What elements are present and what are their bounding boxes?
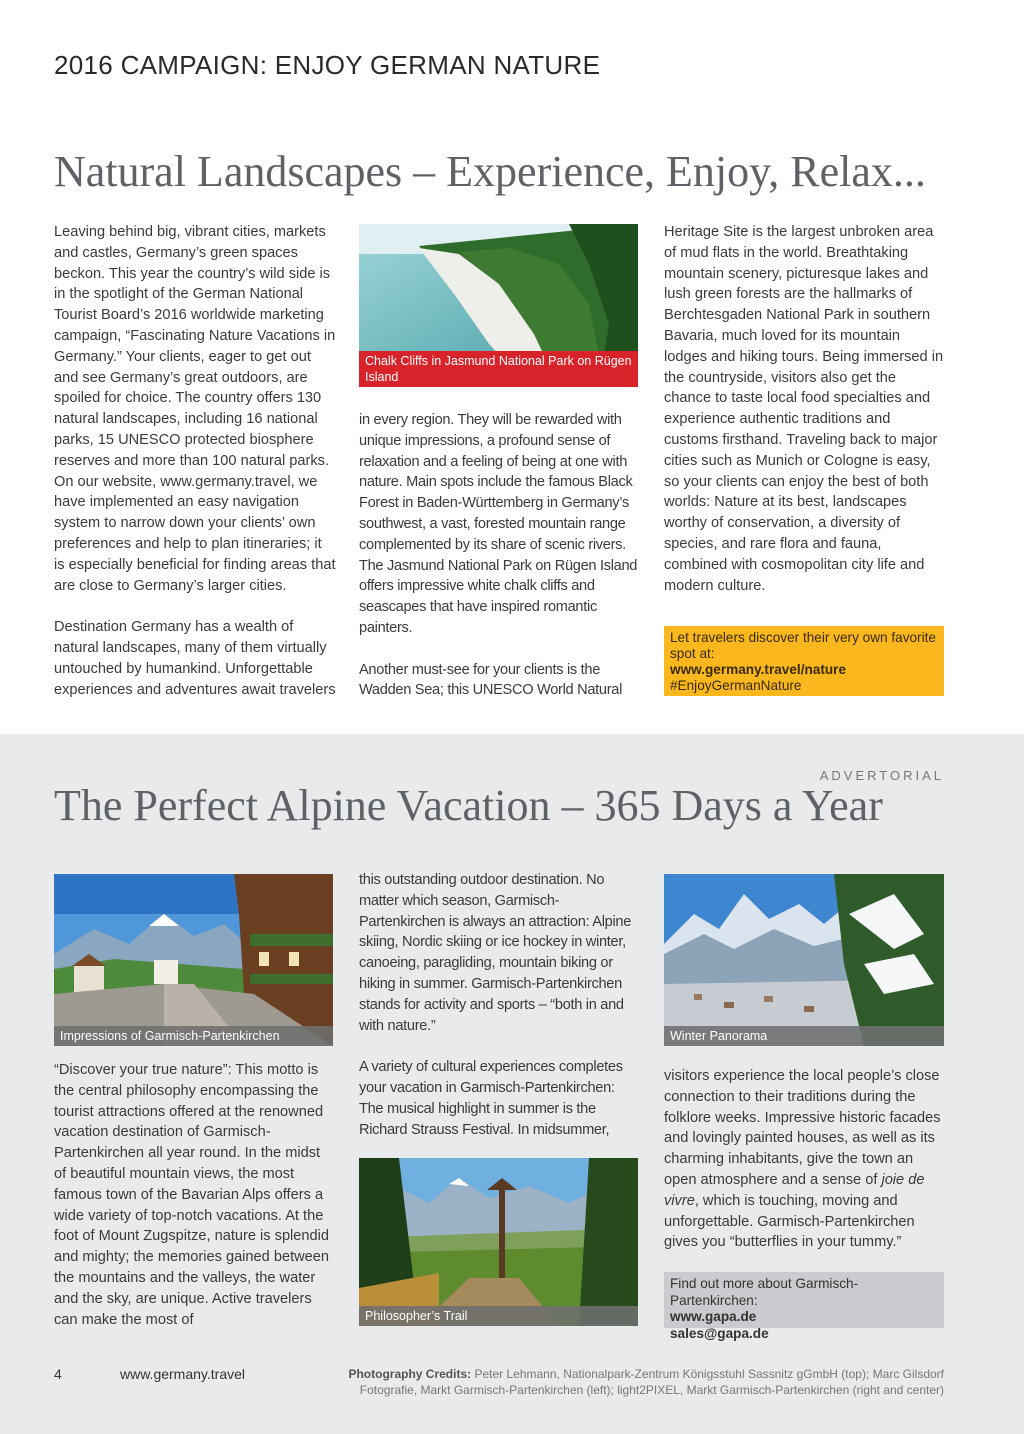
promo-hashtag: #EnjoyGermanNature: [670, 678, 802, 693]
garmisch-street-image: [54, 874, 333, 1046]
paragraph-text: visitors experience the local people’s close connection to their traditions during the folklore weeks. Impressive historic facades and lovingly painted houses, as well as its charming inhabitants, give the town an open atmosphere and a sense of: [664, 1068, 941, 1188]
info-box: [664, 1272, 944, 1341]
credits-label: Photography Credits:: [348, 1367, 472, 1381]
promo-box: [664, 626, 944, 696]
footer-website-link[interactable]: www.germany.travel: [120, 1366, 246, 1382]
promo-text: Let travelers discover their very own favorite spot at:: [670, 630, 936, 661]
paragraph-text: , which is touching, moving and unforgettable. Garmisch-Partenkirchen gives you “butterflies in your tummy.”: [664, 1192, 915, 1251]
info-email-link[interactable]: sales@gapa.de: [670, 1325, 769, 1341]
italic-phrase: joie de vivre: [664, 1171, 925, 1209]
paragraph: Another must-see for your clients is the Wadden Sea; this UNESCO World Natural: [359, 661, 623, 699]
photo-caption: Chalk Cliffs in Jasmund National Park on Rügen Island: [359, 351, 638, 387]
paragraph: “Discover your true nature”: This motto is the central philosophy encompassing the tourist attractions offered at the renowned vacation destination of Garmisch-Partenkirchen all year round. In the midst of beautiful mountain views, the most famous town of the Bavarian Alps offers a wide variety of top-notch vacations. At the foot of Mount Zugspitze, nature is splendid and mighty; the memories gained between the mountains and the valleys, the water and the sky, are unique. Active travelers can make the most of: [54, 1062, 330, 1328]
info-website-link[interactable]: www.gapa.de: [670, 1309, 757, 1324]
article-column-1: [54, 222, 336, 700]
paragraph: [664, 1066, 944, 1253]
advertorial-column-1: [54, 1060, 336, 1330]
paragraph: this outstanding outdoor destination. No matter which season, Garmisch-Partenkirchen is always an attraction: Alpine skiing, Nordic skiing or ice hockey in winter, canoeing, paragliding, mountain biking or hiking in summer. Garmisch-Partenkirchen stands for activity and sports – “both in and with nature.”: [359, 872, 632, 1034]
philosophers-trail-image: [359, 1158, 638, 1326]
section-title: Natural Landscapes – Experience, Enjoy, Relax...: [54, 147, 926, 196]
article-column-3: [664, 222, 944, 596]
photo-caption: Impressions of Garmisch-Partenkirchen: [54, 1026, 333, 1046]
advertorial-column-3: [664, 1066, 944, 1253]
page-number: 4: [54, 1366, 62, 1382]
advertorial-section: [0, 734, 1024, 1434]
promo-link[interactable]: www.germany.travel/nature: [670, 662, 847, 677]
paragraph: A variety of cultural experiences completes your vacation in Garmisch-Partenkirchen: The musical highlight in summer is the Richard Strauss Festival. In midsummer,: [359, 1059, 623, 1138]
info-text: Find out more about Garmisch-Partenkirchen:: [670, 1276, 859, 1308]
photo-caption: Philosopher’s Trail: [359, 1306, 638, 1326]
credits-text: Peter Lehmann, Nationalpark-Zentrum Königsstuhl Sassnitz gGmbH (top); Marc Gilsdorf Fotografie, Markt Garmisch-Partenkirchen (left); light2PIXEL, Markt Garmisch-Partenkirchen (right and center): [359, 1367, 944, 1397]
paragraph: Leaving behind big, vibrant cities, markets and castles, Germany’s green spaces beckon. This year the country’s wild side is in the spotlight of the German National Tourist Board’s 2016 worldwide marketing campaign, “Fascinating Nature Vacations in Germany.” Your clients, eager to get out and see Germany’s great outdoors, are spoiled for choice. The country offers 130 natural landscapes, including 16 national parks, 15 UNESCO protected biosphere reserves and more than 100 natural parks. On our website, www.germany.travel, we have implemented an easy navigation system to narrow down your clients’ own preferences and help to plan itineraries; it is especially beneficial for finding areas that are close to Germany’s larger cities.: [54, 224, 336, 594]
chalk-cliffs-photo: [359, 224, 638, 387]
photo-caption: Winter Panorama: [664, 1026, 944, 1046]
garmisch-street-photo: [54, 874, 333, 1046]
paragraph: in every region. They will be rewarded with unique impressions, a profound sense of relaxation and a feeling of being at one with nature. Main spots include the famous Black Forest in Baden-Württemberg in Germany’s southwest, a vast, forested mountain range complemented by its share of scenic rivers. The Jasmund National Park on Rügen Island offers impressive white chalk cliffs and seascapes that have inspired romantic painters.: [359, 412, 638, 636]
paragraph: Heritage Site is the largest unbroken area of mud flats in the world. Breathtaking mountain scenery, picturesque lakes and lush green forests are the hallmarks of Berchtesgaden National Park in southern Bavaria, much loved for its mountain lodges and hiking tours. Being immersed in the countryside, visitors also get the chance to taste local food specialties and experience authentic traditions and customs firsthand. Traveling back to major cities such as Munich or Cologne is easy, so your clients can enjoy the best of both worlds: Nature at its best, landscapes worthy of conservation, a diversity of species, and rare flora and fauna, combined with cosmopolitan city life and modern culture.: [664, 224, 944, 594]
winter-panorama-image: [664, 874, 944, 1046]
advertorial-column-2: [359, 870, 641, 1140]
paragraph: Destination Germany has a wealth of natural landscapes, many of them virtually untouched by humankind. Unforgettable experiences and adventures await travelers: [54, 619, 336, 698]
advertorial-title: The Perfect Alpine Vacation – 365 Days a Year: [54, 781, 883, 830]
philosophers-trail-photo: [359, 1158, 638, 1326]
campaign-heading: 2016 CAMPAIGN: ENJOY GERMAN NATURE: [54, 50, 601, 80]
winter-panorama-photo: [664, 874, 944, 1046]
photo-credits: [344, 1366, 944, 1398]
article-column-2: [359, 410, 641, 701]
advertorial-label: ADVERTORIAL: [819, 768, 944, 783]
